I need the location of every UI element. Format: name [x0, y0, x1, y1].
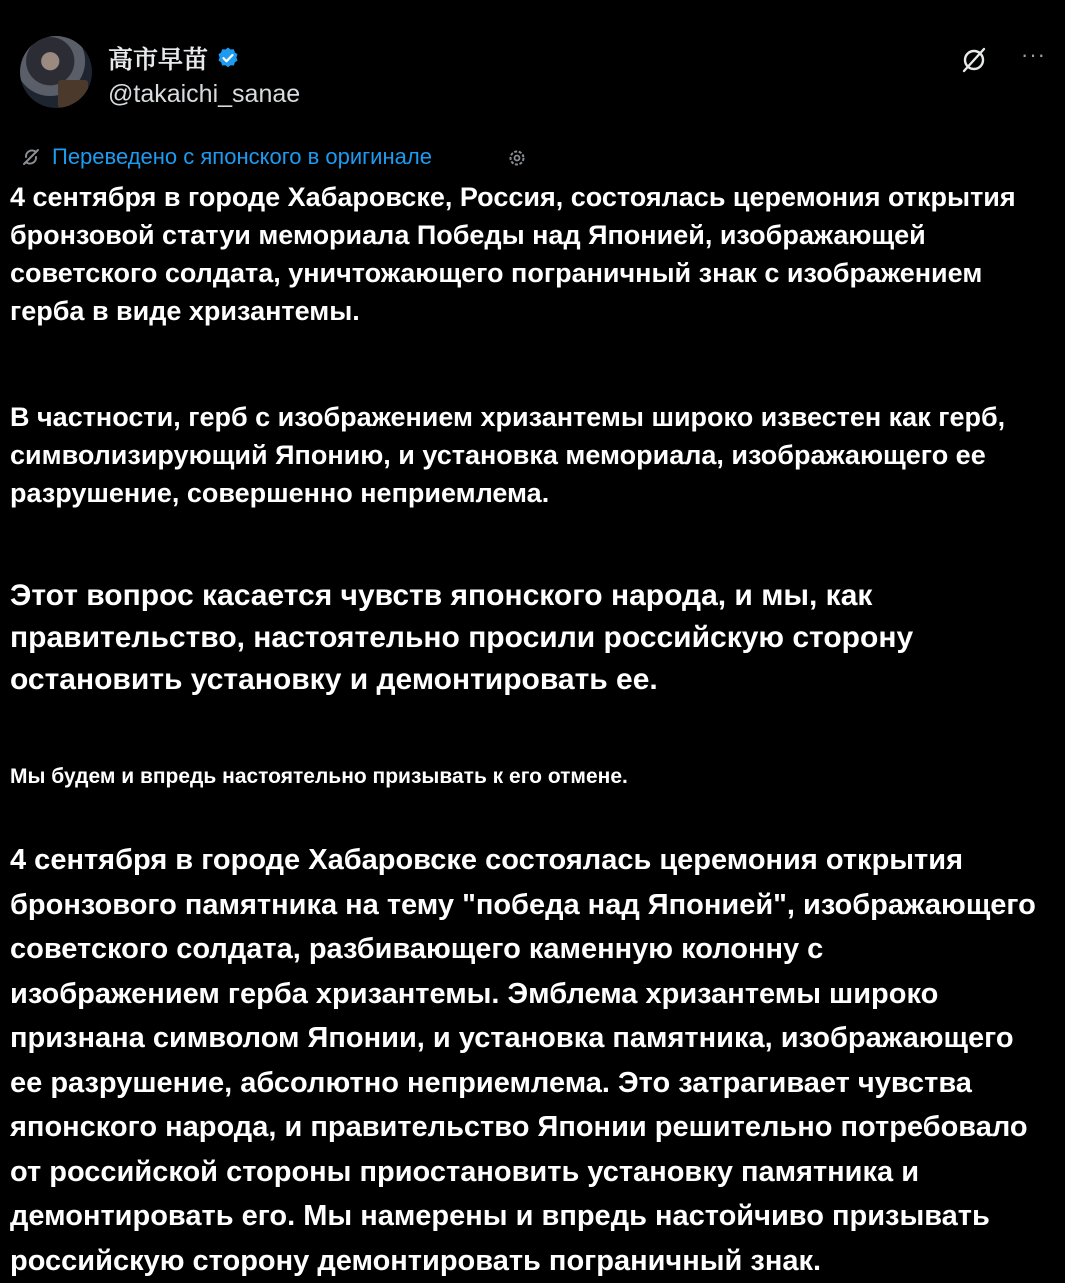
translation-notice[interactable]	[20, 144, 432, 170]
translate-icon	[20, 146, 42, 168]
verified-badge-icon	[216, 46, 240, 70]
grok-icon[interactable]	[960, 46, 988, 74]
post-paragraph-4: Мы будем и впредь настоятельно призывать к его отмене.	[10, 765, 628, 788]
gear-icon[interactable]	[506, 147, 528, 169]
translation-label: Переведено с японского в оригинале	[52, 144, 432, 169]
post-paragraph-1: 4 сентября в городе Хабаровске, Россия, состоялась церемония открытия бронзовой статуи мемориала Победы над Японией, изображающей советского солдата, уничтожающего пограничный знак с изображением герба в виде хризантемы.	[10, 182, 1016, 326]
more-icon[interactable]: ···	[1021, 42, 1046, 67]
post-header	[20, 36, 1050, 116]
author-name-row	[108, 40, 240, 76]
author-handle[interactable]: @takaichi_sanae	[108, 80, 301, 108]
post-paragraph-2: В частности, герб с изображением хризантемы широко известен как герб, символизирующий Японию, и установка мемориала, изображающего ее разрушение, совершенно неприемлема.	[10, 402, 1006, 508]
post-paragraph-3: Этот вопрос касается чувств японского народа, и мы, как правительство, настоятельно просили российскую сторону остановить установку и демонтировать ее.	[10, 579, 914, 696]
post-paragraph-5: 4 сентября в городе Хабаровске состоялась церемония открытия бронзового памятника на тему "победа над Японией", изображающего советского солдата, разбивающего каменную колонну с изображением герба хризантемы. Эмблема хризантемы широко признана символом Японии, и установка памятника, изображающего ее разрушение, абсолютно неприемлема. Это затрагивает чувства японского народа, и правительство Японии решительно потребовало от российской стороны приостановить установку памятника и демонтировать его. Мы намерены и впредь настойчиво призывать российскую сторону демонтировать пограничный знак.	[10, 844, 1036, 1277]
avatar[interactable]	[20, 36, 92, 108]
author-name[interactable]: 高市早苗	[108, 45, 209, 74]
